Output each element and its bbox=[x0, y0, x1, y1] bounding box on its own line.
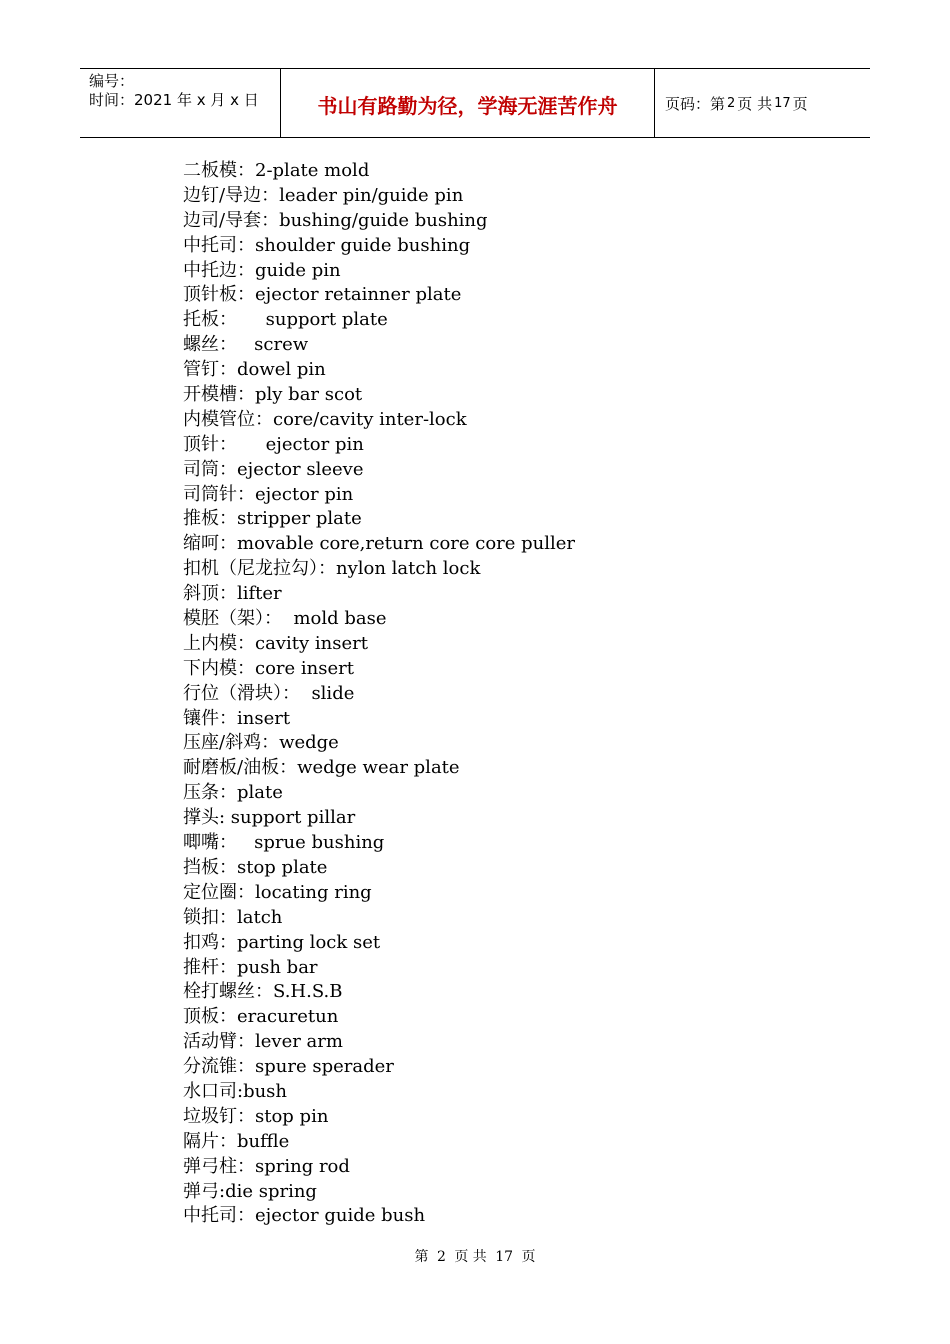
page-footer bbox=[0, 1246, 950, 1266]
glossary-item: 唧嘴： sprue bushing bbox=[183, 832, 385, 854]
footer-suffix: 页 bbox=[521, 1249, 536, 1265]
glossary-item: 管钉：dowel pin bbox=[183, 359, 326, 381]
footer-prefix: 第 bbox=[414, 1249, 429, 1265]
glossary-item: 顶针板：ejector retainner plate bbox=[183, 284, 462, 306]
glossary-item: 司筒：ejector sleeve bbox=[183, 458, 364, 480]
header-motto: 书山有路勤为径，学海无涯苦作舟 bbox=[281, 69, 655, 137]
glossary-item: 活动臂：lever arm bbox=[183, 1031, 343, 1053]
glossary-item: 司筒针：ejector pin bbox=[183, 483, 354, 505]
glossary-item: 弹弓:die spring bbox=[183, 1180, 317, 1202]
glossary-item: 栓打螺丝：S.H.S.B bbox=[183, 981, 343, 1003]
glossary-item: 中托司：ejector guide bush bbox=[183, 1205, 426, 1227]
glossary-list bbox=[183, 159, 575, 1229]
glossary-item: 扣鸡：parting lock set bbox=[183, 931, 381, 953]
glossary-item: 挡板：stop plate bbox=[183, 856, 328, 878]
glossary-item: 缩呵：movable core,return core core puller bbox=[183, 533, 576, 555]
glossary-item: 压条：plate bbox=[183, 782, 283, 804]
glossary-item: 水口司:bush bbox=[183, 1080, 288, 1102]
page-header bbox=[80, 68, 870, 138]
header-info-cell bbox=[80, 69, 281, 137]
glossary-item: 镶件：insert bbox=[183, 707, 291, 729]
glossary-item: 推板：stripper plate bbox=[183, 508, 362, 530]
header-page-mid: 页 共 bbox=[737, 94, 773, 113]
glossary-item: 分流锥：spure sperader bbox=[183, 1056, 394, 1078]
glossary-item: 隔片：buffle bbox=[183, 1130, 290, 1152]
header-page-suffix: 页 bbox=[792, 94, 808, 113]
glossary-item: 垃圾钉：stop pin bbox=[183, 1105, 329, 1127]
glossary-item: 上内模：cavity insert bbox=[183, 632, 368, 654]
glossary-item: 扣机（尼龙拉勾）：nylon latch lock bbox=[183, 558, 481, 580]
glossary-item: 定位圈：locating ring bbox=[183, 881, 372, 903]
glossary-item: 二板模：2-plate mold bbox=[183, 160, 370, 181]
glossary-item: 弹弓柱：spring rod bbox=[183, 1155, 350, 1177]
glossary-item: 斜顶：lifter bbox=[183, 583, 282, 605]
glossary-item: 内模管位：core/cavity inter-lock bbox=[183, 408, 467, 430]
glossary-item: 模胚（架）： mold base bbox=[183, 608, 387, 630]
glossary-item: 下内模：core insert bbox=[183, 657, 354, 679]
glossary-item: 边钉/导边：leader pin/guide pin bbox=[183, 184, 464, 206]
header-page-total: 17 bbox=[774, 95, 791, 111]
header-page-current: 2 bbox=[727, 95, 736, 111]
glossary-item: 托板： support plate bbox=[183, 309, 388, 331]
glossary-item: 顶针： ejector pin bbox=[183, 433, 364, 455]
glossary-item: 推杆：push bar bbox=[183, 956, 318, 978]
doc-number-label: 编号： bbox=[89, 72, 135, 90]
doc-date-label: 时间：2021 年 x 月 x 日 bbox=[89, 91, 259, 109]
glossary-item: 锁扣：latch bbox=[183, 906, 283, 928]
glossary-item: 开模槽：ply bar scot bbox=[183, 384, 363, 406]
header-page-prefix: 页码：第 bbox=[665, 94, 726, 113]
header-page-info bbox=[655, 69, 870, 137]
glossary-item: 中托司：shoulder guide bushing bbox=[183, 234, 471, 256]
footer-mid: 页 共 bbox=[454, 1249, 487, 1265]
glossary-item: 顶板：eracuretun bbox=[183, 1006, 339, 1028]
glossary-item: 撑头: support pillar bbox=[183, 807, 356, 829]
glossary-item: 压座/斜鸡：wedge bbox=[183, 732, 339, 754]
glossary-item: 耐磨板/油板：wedge wear plate bbox=[183, 757, 460, 779]
glossary-item: 行位（滑块）： slide bbox=[183, 682, 355, 704]
glossary-item: 边司/导套：bushing/guide bushing bbox=[183, 209, 488, 231]
glossary-item: 螺丝： screw bbox=[183, 334, 309, 356]
footer-current: 2 bbox=[436, 1249, 446, 1265]
glossary-item: 中托边：guide pin bbox=[183, 259, 341, 281]
footer-total: 17 bbox=[495, 1249, 514, 1265]
